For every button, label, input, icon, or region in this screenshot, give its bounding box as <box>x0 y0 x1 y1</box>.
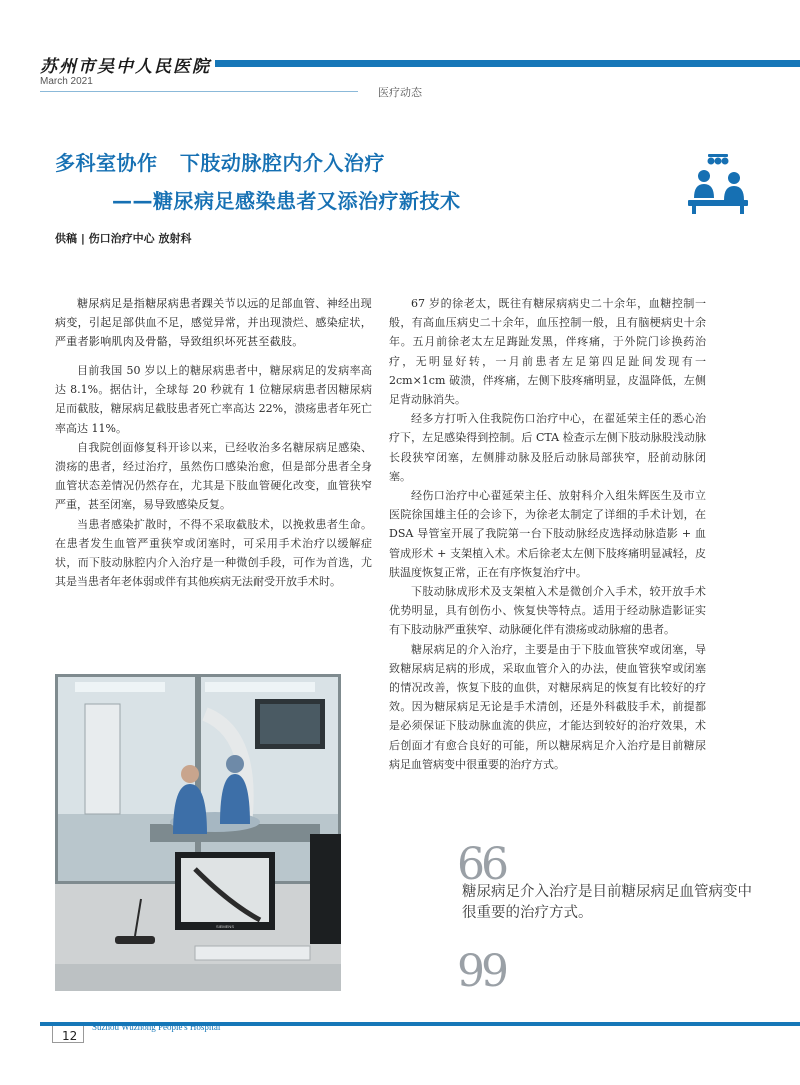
quote-close-mark: 99 <box>457 946 505 997</box>
section-label: 医疗动态 <box>378 86 422 99</box>
body-paragraph: 经多方打听入住我院伤口治疗中心，在翟延荣主任的悉心治疗下，左足感染得到控制。后 CTA 检查示左侧下肢动脉股浅动脉长段狭窄闭塞，左侧腓动脉及胫后动脉局部狭窄，胫前动脉闭塞。 <box>389 412 706 483</box>
publication-name: Suzhou Wuzhong People's Hospital <box>92 1022 221 1032</box>
header-divider <box>40 91 358 92</box>
intro-paragraph: 糖尿病足是指糖尿病患者踝关节以远的足部血管、神经出现病变，引起足部供血不足，感觉异常，并出现溃烂、感染症状，严重者影响肌肉及骨骼，导致组织坏死甚至截肢。 <box>55 297 372 349</box>
body-paragraph: 下肢动脉成形术及支架植入术是微创介入手术，较开放手术优势明显，具有创伤小、恢复快等特点。适用于经动脉造影证实有下肢动脉严重狭窄、动脉硬化伴有溃疡或动脉瘤的患者。 <box>389 585 706 637</box>
hospital-logo-text: 苏州市吴中人民医院 <box>40 57 211 77</box>
body-paragraph: 当患者感染扩散时，不得不采取截肢术，以挽救患者生命。在患者发生血管严重狭窄或闭塞时，可采用手术治疗以缓解症状，而下肢动脉腔内介入治疗是一种微创手段，可作为首选，尤其是当患者年老体弱或伴有其他疾病无法耐受开放手术时。 <box>55 517 372 589</box>
operating-room-illustration <box>55 674 341 991</box>
body-paragraph: 目前我国 50 岁以上的糖尿病患者中，糖尿病足的发病率高达 8.1%。据估计，全球每 20 秒就有 1 位糖尿病患者因糖尿病足而截肢，糖尿病足截肢患者死亡率高达 22%，溃疡患者年死亡率高达 11%。 <box>55 364 372 435</box>
pull-quote-text: 糖尿病足介入治疗是目前糖尿病足血管病变中很重要的治疗方式。 <box>462 884 752 921</box>
body-paragraph: 经伤口治疗中心翟延荣主任、放射科介入组朱辉医生及市立医院徐国雄主任的会诊下，为徐老太制定了详细的手术计划，在 DSA 导管室开展了我院第一台下肢动脉经皮选择动脉造影 + 血管成形术 + 支架植入术。术后徐老太左侧下肢疼痛明显减轻，皮肤温度恢复正常，正在有序恢复治疗中。 <box>389 489 706 579</box>
header-accent-bar <box>215 60 800 67</box>
body-paragraph: 自我院创面修复科开诊以来，已经收治多名糖尿病足感染、溃疡的患者，经过治疗，虽然伤口感染治愈，但是部分患者全身血管状态差情况仍然存在，尤其是下肢血管硬化改变，血管狭窄严重，甚至闭塞，易导致感染反复。 <box>55 440 372 512</box>
left-column <box>55 361 372 591</box>
procedure-photo <box>55 674 341 991</box>
page-number: 12 <box>62 1029 78 1043</box>
article-subtitle: ——糖尿病足感染患者又添治疗新技术 <box>112 189 461 213</box>
doctor-patient-icon <box>684 152 752 216</box>
right-column <box>389 294 706 774</box>
byline: 供稿 | 伤口治疗中心 放射科 <box>55 232 192 245</box>
quote-open-mark: 66 <box>457 839 505 890</box>
body-paragraph: 糖尿病足的介入治疗，主要是由于下肢血管狭窄或闭塞，导致糖尿病足病的形成，采取血管介入的办法，使血管狭窄或闭塞的情况改善，恢复下肢的血供，对糖尿病足的恢复有比较好的疗效。因为糖尿病足无论是手术清创，还是外科截肢手术，前提都是必须保证下肢动脉血流的供应，才能达到较好的治疗效果，术后创面才有愈合良好的可能，所以糖尿病足介入治疗是目前糖尿病足血管病变中很重要的治疗方式。 <box>389 642 706 771</box>
article-title: 多科室协作 下肢动脉腔内介入治疗 <box>55 151 385 175</box>
monitor-brand-label: SIEMENS <box>215 924 235 929</box>
issue-date: March 2021 <box>40 76 93 87</box>
body-paragraph: 67 岁的徐老太，既往有糖尿病病史二十余年，血糖控制一般，有高血压病史二十余年，血压控制一般，且有脑梗病史十余年。五月前徐老太左足踇趾发黑，伴疼痛，于外院门诊换药治疗，无明显好转，一月前患者左足第四足趾间发现有一 2cm×1cm 破溃，伴疼痛，左侧下肢疼痛明显，皮温降低，左侧足背动脉消失。 <box>389 297 706 407</box>
